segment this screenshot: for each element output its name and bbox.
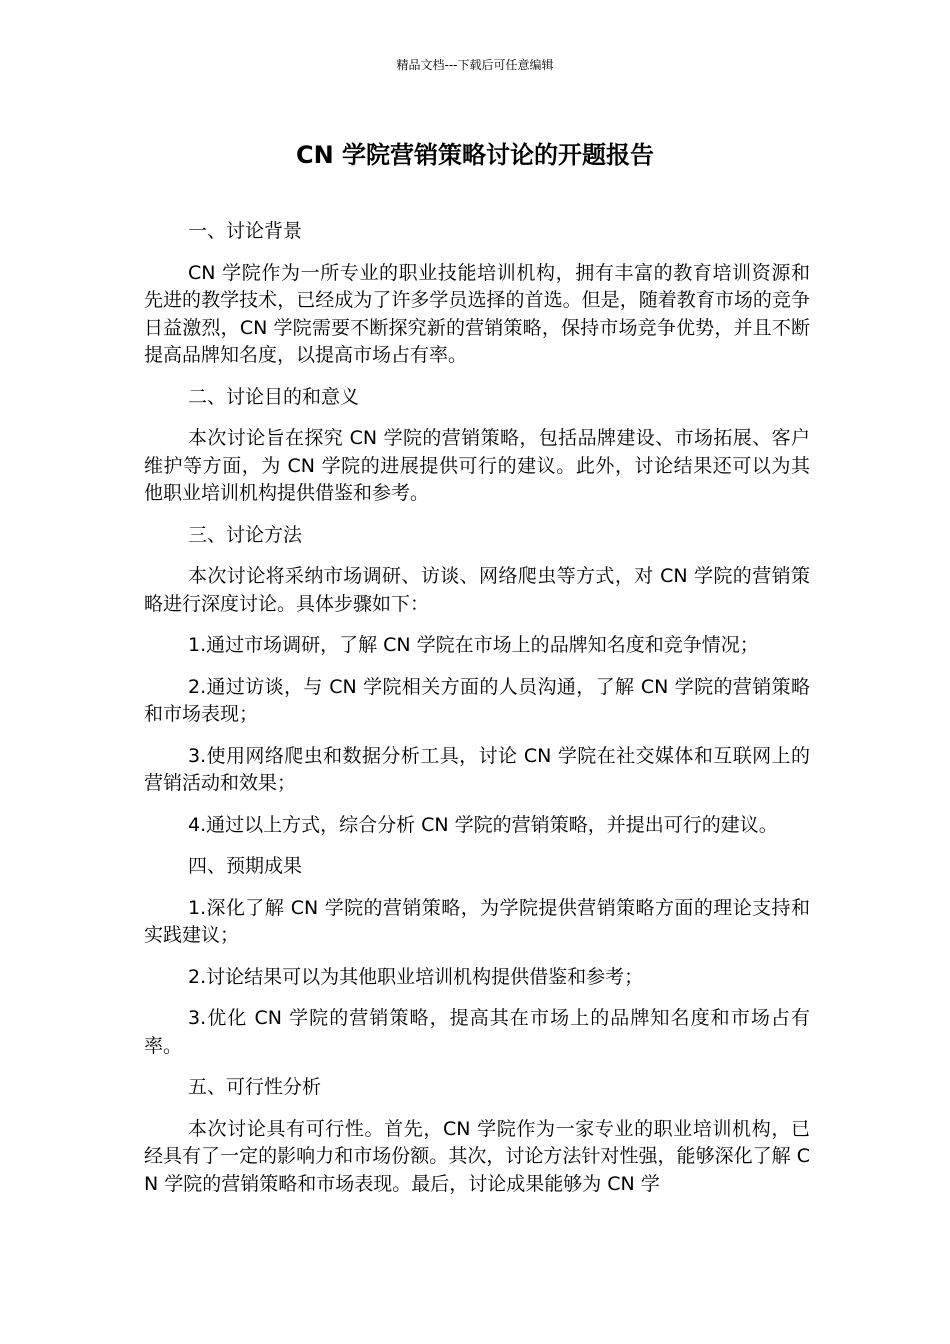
section-heading-feasibility: 五、可行性分析 (188, 1076, 322, 1098)
document-title: CN 学院营销策略讨论的开题报告 (295, 141, 655, 169)
list-item-method-3: 3.使用网络爬虫和数据分析工具，讨论 CN 学院在社交媒体和互联网上的营销活动和效果； (144, 744, 810, 794)
list-item-method-1: 1.通过市场调研，了解 CN 学院在市场上的品牌知名度和竞争情况； (188, 634, 759, 656)
paragraph-background: CN 学院作为一所专业的职业技能培训机构，拥有丰富的教育培训资源和先进的教学技术，已经成为了许多学员选择的首选。但是，随着教育市场的竞争日益激烈，CN 学院需要不断探究新的营销策略，保持市场竞争优势，并且不断提高品牌知名度，以提高市场占有率。 (144, 261, 810, 366)
paragraph-method: 本次讨论将采纳市场调研、访谈、网络爬虫等方式，对 CN 学院的营销策略进行深度讨论。具体步骤如下： (144, 565, 810, 615)
page-header: 精品文档---下载后可任意编辑 (396, 58, 554, 72)
paragraph-feasibility: 本次讨论具有可行性。首先，CN 学院作为一家专业的职业培训机构，已经具有了一定的影响力和市场份额。其次，讨论方法针对性强，能够深化了解 CN 学院的营销策略和市场表现。最后，讨论成果能够为 CN 学 (144, 1117, 810, 1195)
document-body (144, 218, 810, 1212)
list-item-outcome-2: 2.讨论结果可以为其他职业培训机构提供借鉴和参考； (188, 965, 644, 988)
list-item-method-4: 4.通过以上方式，综合分析 CN 学院的营销策略，并提出可行的建议。 (188, 813, 778, 836)
section-heading-background: 一、讨论背景 (188, 220, 303, 242)
list-item-outcome-1: 1.深化了解 CN 学院的营销策略，为学院提供营销策略方面的理论支持和实践建议； (144, 896, 810, 946)
list-item-outcome-3: 3.优化 CN 学院的营销策略，提高其在市场上的品牌知名度和市场占有率。 (144, 1007, 810, 1057)
list-item-method-2: 2.通过访谈，与 CN 学院相关方面的人员沟通，了解 CN 学院的营销策略和市场表现； (144, 675, 810, 725)
paragraph-purpose: 本次讨论旨在探究 CN 学院的营销策略，包括品牌建设、市场拓展、客户维护等方面，为 CN 学院的进展提供可行的建议。此外，讨论结果还可以为其他职业培训机构提供借鉴和参考。 (144, 427, 810, 504)
section-heading-method: 三、讨论方法 (188, 523, 303, 546)
section-heading-outcomes: 四、预期成果 (188, 855, 303, 877)
section-heading-purpose: 二、讨论目的和意义 (188, 385, 360, 408)
